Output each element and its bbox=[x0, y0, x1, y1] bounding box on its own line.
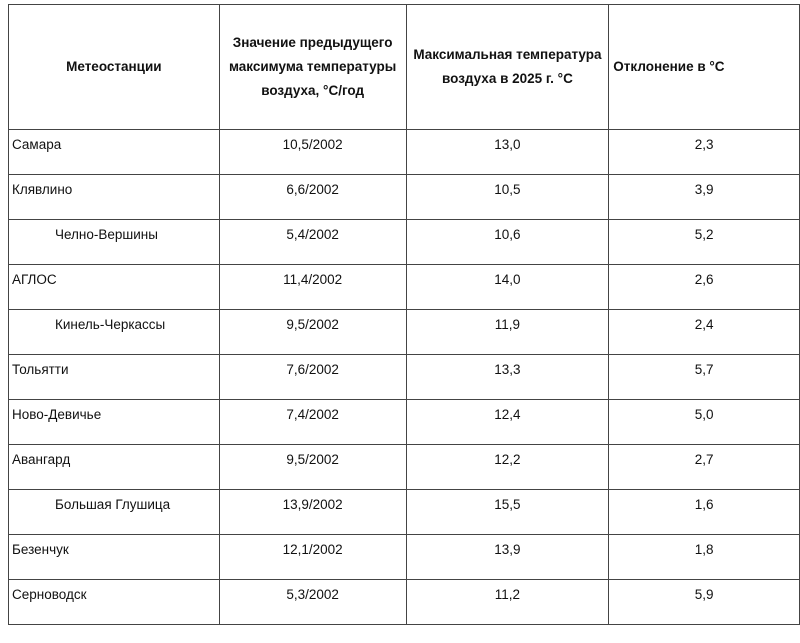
station-name: Челно-Вершины bbox=[9, 220, 220, 265]
previous-max-value: 12,1/2002 bbox=[219, 535, 406, 580]
max-2025-value: 14,0 bbox=[406, 265, 609, 310]
max-2025-value: 11,9 bbox=[406, 310, 609, 355]
temperature-table bbox=[8, 4, 800, 625]
header-max-2025: Максимальная температура воздуха в 2025 г. °С bbox=[406, 5, 609, 130]
previous-max-value: 9,5/2002 bbox=[219, 445, 406, 490]
station-name: Самара bbox=[9, 130, 220, 175]
station-name: Безенчук bbox=[9, 535, 220, 580]
table-row bbox=[9, 580, 800, 625]
previous-max-value: 7,6/2002 bbox=[219, 355, 406, 400]
max-2025-value: 10,5 bbox=[406, 175, 609, 220]
max-2025-value: 11,2 bbox=[406, 580, 609, 625]
previous-max-value: 5,3/2002 bbox=[219, 580, 406, 625]
deviation-value: 2,7 bbox=[609, 445, 800, 490]
station-name: Большая Глушица bbox=[9, 490, 220, 535]
max-2025-value: 12,4 bbox=[406, 400, 609, 445]
table-row bbox=[9, 265, 800, 310]
table-row bbox=[9, 535, 800, 580]
deviation-value: 5,9 bbox=[609, 580, 800, 625]
deviation-value: 1,6 bbox=[609, 490, 800, 535]
max-2025-value: 12,2 bbox=[406, 445, 609, 490]
header-deviation: Отклонение в °С bbox=[609, 5, 800, 130]
max-2025-value: 13,3 bbox=[406, 355, 609, 400]
previous-max-value: 9,5/2002 bbox=[219, 310, 406, 355]
station-name: Серноводск bbox=[9, 580, 220, 625]
station-name: Авангард bbox=[9, 445, 220, 490]
previous-max-value: 6,6/2002 bbox=[219, 175, 406, 220]
table-row bbox=[9, 445, 800, 490]
deviation-value: 5,7 bbox=[609, 355, 800, 400]
max-2025-value: 13,9 bbox=[406, 535, 609, 580]
max-2025-value: 15,5 bbox=[406, 490, 609, 535]
deviation-value: 3,9 bbox=[609, 175, 800, 220]
table-row bbox=[9, 220, 800, 265]
max-2025-value: 13,0 bbox=[406, 130, 609, 175]
deviation-value: 5,0 bbox=[609, 400, 800, 445]
table-row bbox=[9, 400, 800, 445]
station-name: Тольятти bbox=[9, 355, 220, 400]
table-row bbox=[9, 130, 800, 175]
temperature-table-container bbox=[8, 4, 800, 625]
previous-max-value: 11,4/2002 bbox=[219, 265, 406, 310]
header-station: Метеостанции bbox=[9, 5, 220, 130]
table-row bbox=[9, 490, 800, 535]
previous-max-value: 10,5/2002 bbox=[219, 130, 406, 175]
deviation-value: 2,3 bbox=[609, 130, 800, 175]
station-name: Кинель-Черкассы bbox=[9, 310, 220, 355]
station-name: АГЛОС bbox=[9, 265, 220, 310]
station-name: Клявлино bbox=[9, 175, 220, 220]
table-row bbox=[9, 310, 800, 355]
table-row bbox=[9, 355, 800, 400]
deviation-value: 5,2 bbox=[609, 220, 800, 265]
table-row bbox=[9, 175, 800, 220]
previous-max-value: 5,4/2002 bbox=[219, 220, 406, 265]
previous-max-value: 7,4/2002 bbox=[219, 400, 406, 445]
deviation-value: 2,6 bbox=[609, 265, 800, 310]
previous-max-value: 13,9/2002 bbox=[219, 490, 406, 535]
header-previous-max: Значение предыдущего максимума температуры воздуха, °С/год bbox=[219, 5, 406, 130]
deviation-value: 2,4 bbox=[609, 310, 800, 355]
header-row bbox=[9, 5, 800, 130]
max-2025-value: 10,6 bbox=[406, 220, 609, 265]
deviation-value: 1,8 bbox=[609, 535, 800, 580]
station-name: Ново-Девичье bbox=[9, 400, 220, 445]
